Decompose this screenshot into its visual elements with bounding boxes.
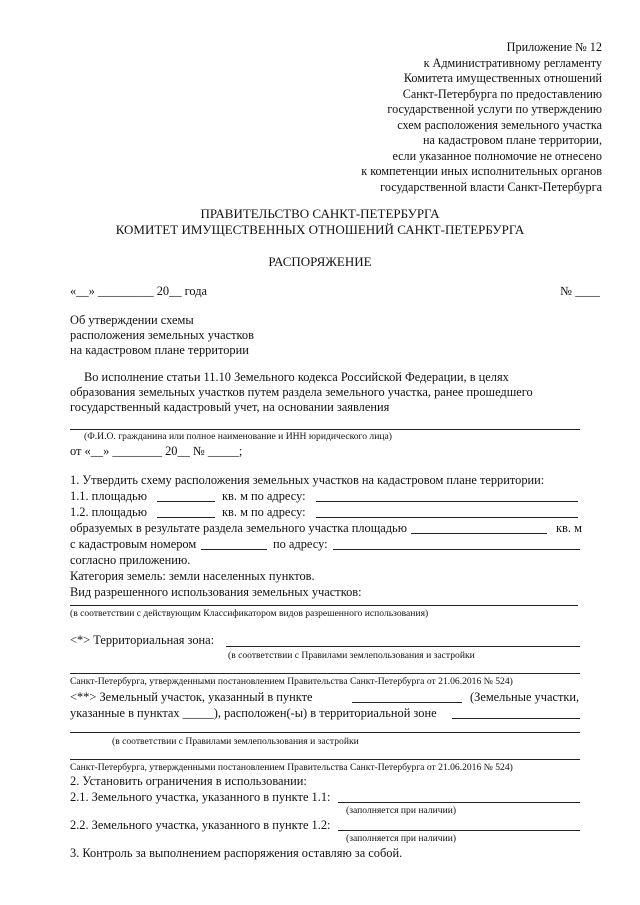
cadastral-number-blank [201, 549, 267, 550]
appendix-line: государственной услуги по утверждению [387, 102, 602, 116]
plot-clause-blank [352, 702, 462, 703]
item-1-title: 1. Утвердить схему расположения земельных участков на кадастровом плане территории: [70, 473, 545, 487]
appendix-line: на кадастровом плане территории, [423, 133, 602, 147]
appendix-line: к Административному регламенту [423, 55, 602, 70]
document-type: РАСПОРЯЖЕНИЕ [268, 254, 372, 269]
government-title: ПРАВИТЕЛЬСТВО САНКТ-ПЕТЕРБУРГА [200, 206, 440, 221]
plots-zone-line: указанные в пунктах _____), расположен(-ы) в территориальной зоне [70, 706, 437, 720]
item-2-2-note: (заполняется при наличии) [346, 833, 457, 844]
item-2-title: 2. Установить ограничения в использовании: [70, 774, 307, 788]
item-2-1-label: 2.1. Земельного участка, указанного в пункте 1.1: [70, 790, 331, 804]
applicant-note: (Ф.И.О. гражданина или полное наименование и ИНН юридического лица) [84, 431, 392, 442]
plots-zone-blank [452, 718, 580, 719]
territorial-zone-rules: Санкт-Петербурга, утвержденными постановлением Правительства Санкт-Петербурга от 21.06.2016 № 524) [70, 676, 513, 687]
cadastral-number-label: с кадастровым номером [70, 537, 197, 551]
item-1-2-address-blank [316, 517, 578, 518]
item-2-1-blank [338, 802, 580, 803]
appendix-line: Санкт-Петербурга по предоставлению [402, 86, 602, 101]
item-2-2-label: 2.2. Земельного участка, указанного в пункте 1.2: [70, 818, 331, 832]
permitted-use-note: (в соответствии с действующим Классификатором видов разрешенного использования) [70, 608, 429, 619]
plots-zone-rules: Санкт-Петербурга, утвержденными постановлением Правительства Санкт-Петербурга от 21.06.2016 № 524) [70, 762, 513, 773]
plots-zone-blank-2 [70, 732, 580, 733]
appendix-reference: согласно приложению. [70, 553, 191, 567]
cadastral-address-label: по адресу: [273, 537, 328, 551]
plot-in-zone-line: <**> Земельный участок, указанный в пункте [70, 690, 313, 704]
document-date: «__» _________ 20__ года [70, 284, 208, 298]
plots-zone-blank-3 [70, 759, 580, 760]
formed-area-unit: кв. м [556, 521, 582, 535]
plots-zone-note: (в соответствии с Правилами землепользования и застройки [112, 736, 359, 747]
appendix-line: к компетенции иных исполнительных органов [361, 164, 602, 178]
applicant-blank [70, 429, 580, 430]
document-number: № ____ [560, 284, 600, 298]
item-1-2-area-blank [157, 517, 215, 518]
cadastral-address-blank [333, 549, 580, 550]
appendix-block [361, 40, 602, 195]
territorial-zone-note: (в соответствии с Правилами землепользования и застройки [228, 650, 475, 661]
appendix-line: схем расположения земельного участка [397, 117, 602, 132]
application-date-line: от «__» ________ 20__ № _____; [70, 444, 243, 458]
subject-line: Об утверждении схемы [70, 313, 194, 327]
appendix-line: Комитета имущественных отношений [403, 71, 602, 85]
item-1-2-address-label: кв. м по адресу: [222, 505, 306, 519]
intro-line: образования земельных участков путем раздела земельного участка, ранее прошедшего [70, 385, 533, 399]
formed-area-label: образуемых в результате раздела земельного участка площадью [70, 521, 407, 535]
intro-line: государственный кадастровый учет, на основании заявления [70, 400, 390, 414]
item-2-1-note: (заполняется при наличии) [346, 805, 457, 816]
subject-line: расположения земельных участков [70, 328, 254, 342]
item-2-2-blank [338, 830, 580, 831]
item-1-1-label: 1.1. площадью [70, 489, 147, 503]
committee-title: КОМИТЕТ ИМУЩЕСТВЕННЫХ ОТНОШЕНИЙ САНКТ-ПЕТЕРБУРГА [115, 222, 525, 237]
item-1-2-label: 1.2. площадью [70, 505, 147, 519]
plots-plural-note: (Земельные участки, [470, 690, 580, 704]
permitted-use-blank [70, 605, 578, 606]
intro-line: Во исполнение статьи 11.10 Земельного кодекса Российской Федерации, в целях [84, 370, 509, 384]
land-category: Категория земель: земли населенных пунктов. [70, 569, 315, 583]
item-3-title: 3. Контроль за выполнением распоряжения оставляю за собой. [70, 846, 403, 860]
appendix-line: Приложение № 12 [506, 40, 602, 54]
item-1-1-address-label: кв. м по адресу: [222, 489, 306, 503]
appendix-line: если указанное полномочие не отнесено [392, 148, 602, 163]
appendix-line: государственной власти Санкт-Петербурга [380, 179, 602, 194]
territorial-zone-blank [226, 646, 580, 647]
territorial-zone-label: <*> Территориальная зона: [70, 633, 215, 647]
item-1-1-address-blank [316, 501, 578, 502]
subject-line: на кадастровом плане территории [70, 343, 249, 357]
item-1-1-area-blank [157, 501, 215, 502]
permitted-use-label: Вид разрешенного использования земельных участков: [70, 585, 362, 599]
territorial-zone-blank-2 [70, 673, 580, 674]
formed-area-blank [411, 533, 547, 534]
